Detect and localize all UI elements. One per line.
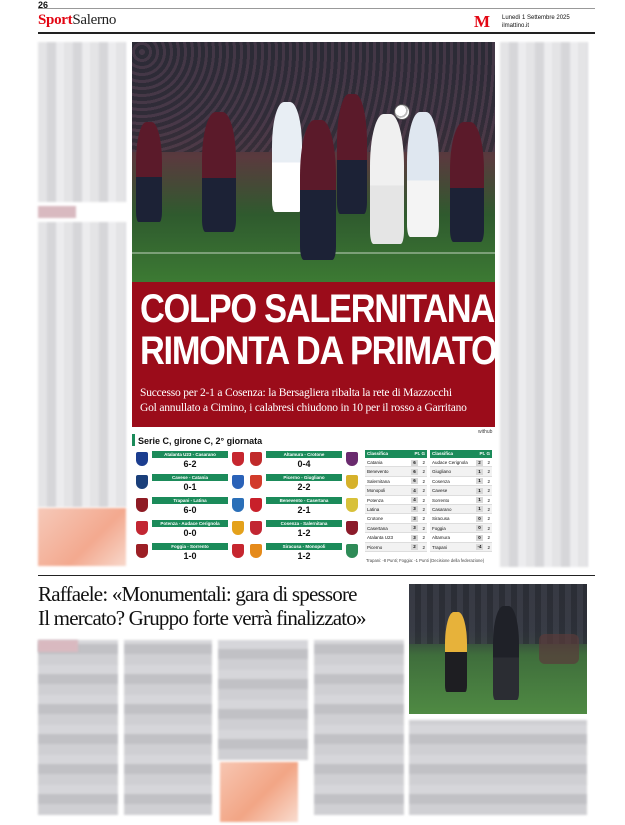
standings-header-cols: Pt. G (414, 451, 425, 456)
site-url: ilmattino.it (502, 23, 530, 29)
match-teams: Siracusa - Monopoli (266, 543, 342, 550)
standings-header-label: Classifica (432, 451, 454, 456)
photo-player (337, 94, 367, 214)
masthead-date (502, 14, 570, 30)
photo-ball (394, 104, 410, 120)
match-result (250, 451, 358, 469)
lead-subhead-line: Gol annullato a Cimino, i calabresi chiudono in 10 per il rosso a Garritano (140, 402, 467, 414)
standings-row: Trapani -4 2 (430, 543, 492, 552)
standings-row: Siracusa 0 2 (430, 514, 492, 523)
match-teams: Picerno - Giugliano (266, 474, 342, 481)
match-result (250, 497, 358, 515)
match-teams: Potenza - Audace Cerignola (152, 520, 228, 527)
team-crest-icon (136, 498, 148, 512)
team-crest-icon (250, 521, 262, 535)
team-crest-icon (250, 498, 262, 512)
standings-row: Giugliano 1 2 (430, 467, 492, 476)
photo-player (136, 122, 162, 222)
blurred-column-left-lower (38, 222, 126, 507)
blurred-article-accent (38, 640, 78, 652)
match-teams: Cavese - Catania (152, 474, 228, 481)
section-rule (38, 575, 595, 576)
blurred-column-left (38, 42, 126, 202)
blurred-article-body (38, 640, 118, 815)
standings-row: Salernitana 6 2 (365, 477, 427, 486)
header-rule (38, 32, 595, 34)
photo-person (493, 606, 519, 700)
match-score: 6-0 (183, 505, 197, 515)
infographic-credit: withub (478, 429, 493, 435)
lead-subhead (140, 386, 490, 416)
results-title: Serie C, girone C, 2° giornata (138, 436, 263, 446)
section-sport: Sport (38, 12, 73, 28)
team-crest-icon (136, 452, 148, 466)
match-score: 1-2 (297, 551, 311, 561)
match-score: 2-2 (297, 482, 311, 492)
standings-table (430, 450, 492, 552)
lead-headline-box (132, 282, 495, 427)
team-crest-icon (136, 544, 148, 558)
match-result (136, 497, 244, 515)
team-crest-icon (250, 475, 262, 489)
standings-row: Picerno 2 2 (365, 543, 427, 552)
team-crest-icon (346, 452, 358, 466)
second-headline-line: Il mercato? Gruppo forte verrà finalizzato» (38, 606, 366, 630)
match-score: 6-2 (183, 459, 197, 469)
photo-player (407, 112, 439, 237)
standings-row: Crotone 3 2 (365, 514, 427, 523)
standings-row: Casarano 1 2 (430, 505, 492, 514)
results-title-bar (132, 434, 135, 446)
standings-row: Cavese 1 2 (430, 486, 492, 495)
standings-table (365, 450, 427, 552)
second-headline-line: Raffaele: «Monumentali: gara di spessore (38, 582, 357, 606)
match-result (250, 474, 358, 492)
standings-row: Cosenza 1 2 (430, 477, 492, 486)
team-crest-icon (346, 498, 358, 512)
match-score: 0-0 (183, 528, 197, 538)
photo-player (272, 102, 302, 212)
standings-header-label: Classifica (367, 451, 389, 456)
team-crest-icon (136, 475, 148, 489)
team-crest-icon (232, 452, 244, 466)
photo-player (202, 112, 236, 232)
match-score: 1-0 (183, 551, 197, 561)
standings-row: Atalanta U23 3 2 (365, 533, 427, 542)
blurred-column-right (500, 42, 588, 567)
blurred-image-bottom (220, 762, 298, 822)
photo-person (445, 612, 467, 692)
standings-row: Casertana 3 2 (365, 524, 427, 533)
match-result (136, 474, 244, 492)
team-crest-icon (346, 544, 358, 558)
match-teams: Benevento - Casertana (266, 497, 342, 504)
match-score: 2-1 (297, 505, 311, 515)
team-crest-icon (232, 498, 244, 512)
match-result (136, 520, 244, 538)
match-result (136, 451, 244, 469)
standings-row: Monopoli 4 2 (365, 486, 427, 495)
standings-row: Potenza 4 2 (365, 496, 427, 505)
standings-header-cols: Pt. G (479, 451, 490, 456)
standings-header (365, 450, 427, 458)
match-score: 0-4 (297, 459, 311, 469)
team-crest-icon (346, 475, 358, 489)
standings-row: Benevento 6 2 (365, 467, 427, 476)
issue-date: Lunedì 1 Settembre 2025 (502, 15, 570, 21)
team-crest-icon (232, 521, 244, 535)
blurred-article-body (124, 640, 212, 815)
team-crest-icon (232, 544, 244, 558)
team-crest-icon (250, 544, 262, 558)
photo-player (450, 122, 484, 242)
standings-row: Sorrento 1 2 (430, 496, 492, 505)
match-teams: Altamura - Crotone (266, 451, 342, 458)
standings-header (430, 450, 492, 458)
lead-headline-line: RIMONTA DA PRIMATO (140, 329, 497, 373)
match-teams: Trapani - Latina (152, 497, 228, 504)
photo-person (539, 634, 579, 664)
match-score: 0-1 (183, 482, 197, 492)
team-crest-icon (232, 475, 244, 489)
team-crest-icon (346, 521, 358, 535)
blurred-article-body (314, 640, 404, 815)
standings-row: Latina 3 2 (365, 505, 427, 514)
lead-headline-line: COLPO SALERNITANA (140, 287, 494, 331)
standings-note: Trapani: -8 Punti; Foggia: -1 Punti (Decisione della federazione) (366, 558, 485, 563)
lead-headline[interactable] (140, 287, 497, 373)
standings-row: Catania 6 2 (365, 458, 427, 467)
match-teams: Atalanta U23 - Casarano (152, 451, 228, 458)
lead-subhead-line: Successo per 2-1 a Cosenza: la Bersagliera ribalta la rete di Mazzocchi (140, 387, 452, 399)
newspaper-logo: M (474, 12, 491, 31)
blurred-column-left-accent (38, 206, 76, 218)
photo-player (300, 120, 336, 260)
match-score: 1-2 (297, 528, 311, 538)
team-crest-icon (136, 521, 148, 535)
match-result (136, 543, 244, 561)
section-title (38, 12, 116, 29)
match-teams: Cosenza - Salernitana (266, 520, 342, 527)
page-number: 26 (38, 0, 49, 10)
second-headline[interactable] (38, 582, 408, 630)
match-result (250, 543, 358, 561)
match-result (250, 520, 358, 538)
match-teams: Foggia - Sorrento (152, 543, 228, 550)
match-photo (132, 42, 495, 282)
coach-photo (409, 584, 587, 714)
blurred-image-left (38, 508, 126, 566)
standings-row: Foggia 0 2 (430, 524, 492, 533)
blurred-article-body (218, 640, 308, 760)
top-rule (38, 8, 595, 9)
blurred-article-body (409, 720, 587, 815)
standings-row: Altamura 0 2 (430, 533, 492, 542)
standings-row: Audace Cerignola 2 2 (430, 458, 492, 467)
photo-player (370, 114, 404, 244)
team-crest-icon (250, 452, 262, 466)
section-city: Salerno (72, 12, 117, 28)
